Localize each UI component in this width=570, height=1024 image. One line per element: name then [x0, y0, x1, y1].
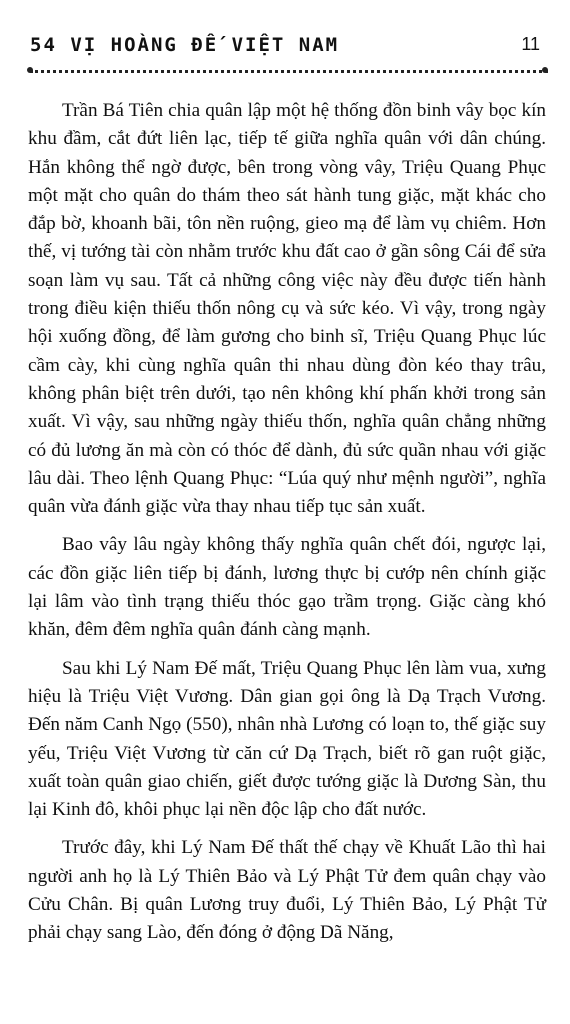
- divider-end-dot-right: [542, 67, 548, 73]
- page-number: 11: [521, 34, 540, 54]
- book-title: 54 VỊ HOÀNG ĐẾ VIỆT NAM: [30, 34, 340, 56]
- paragraph: Trần Bá Tiên chia quân lập một hệ thống đồn binh vây bọc kín khu đầm, cắt đứt liên lạc, tiếp tế giữa nghĩa quân với dân chúng. Hắn không thể ngờ được, bên trong vòng vây, Triệu Quang Phục một mặt cho quân do thám theo sát hành tung giặc, mặt khác cho đắp bờ, khoanh bãi, tôn nền ruộng, gieo mạ để làm vụ chiêm. Hơn thế, vị tướng tài còn nhằm trước khu đất cao ở gần sông Cái để sửa soạn làm vụ sau. Tất cả những công việc này đều được tiến hành trong điều kiện thiếu thốn nông cụ và sức kéo. Vì vậy, trong ngày hội xuống đồng, để làm gương cho binh sĩ, Triệu Quang Phục lúc cầm cày, khi cùng nghĩa quân thi nhau dùng đòn kéo thay trâu, không phân biệt trên dưới, tạo nên không khí phấn khởi trong sản xuất. Vì vậy, sau những ngày thiếu thốn, nghĩa quân chẳng những có đủ lương ăn mà còn có thóc để dành, đủ sức quần nhau với giặc lâu dài. Theo lệnh Quang Phục: “Lúa quý như mệnh người”, nghĩa quân vừa đánh giặc vừa thay nhau tiếp tục sản xuất.: [28, 100, 546, 518]
- running-header: [30, 34, 544, 64]
- header-divider: [30, 70, 548, 73]
- body-text: [28, 97, 546, 958]
- paragraph: Trước đây, khi Lý Nam Đế thất thế chạy về Khuất Lão thì hai người anh họ là Lý Thiên Bảo và Lý Phật Tử đem quân chạy vào Cửu Chân. Bị quân Lương truy đuổi, Lý Thiên Bảo, Lý Phật Tử phải chạy sang Lào, đến đóng ở động Dã Năng,: [28, 837, 546, 944]
- paragraph: Bao vây lâu ngày không thấy nghĩa quân chết đói, ngược lại, các đồn giặc liên tiếp bị đánh, lương thực bị cướp nên chính giặc lại lâm vào tình trạng thiếu thóc gạo trầm trọng. Giặc càng khó khăn, đêm đêm nghĩa quân đánh càng mạnh.: [28, 534, 546, 641]
- paragraph: Sau khi Lý Nam Đế mất, Triệu Quang Phục lên làm vua, xưng hiệu là Triệu Việt Vương. Dân gian gọi ông là Dạ Trạch Vương. Đến năm Canh Ngọ (550), nhân nhà Lương có loạn to, thế giặc suy yếu, Triệu Việt Vương từ căn cứ Dạ Trạch, biết rõ gan ruột giặc, xuất toàn quân giao chiến, giết được tướng giặc là Dương Sàn, thu lại Kinh đô, khôi phục lại nền độc lập cho đất nước.: [28, 657, 546, 821]
- divider-end-dot-left: [27, 67, 33, 73]
